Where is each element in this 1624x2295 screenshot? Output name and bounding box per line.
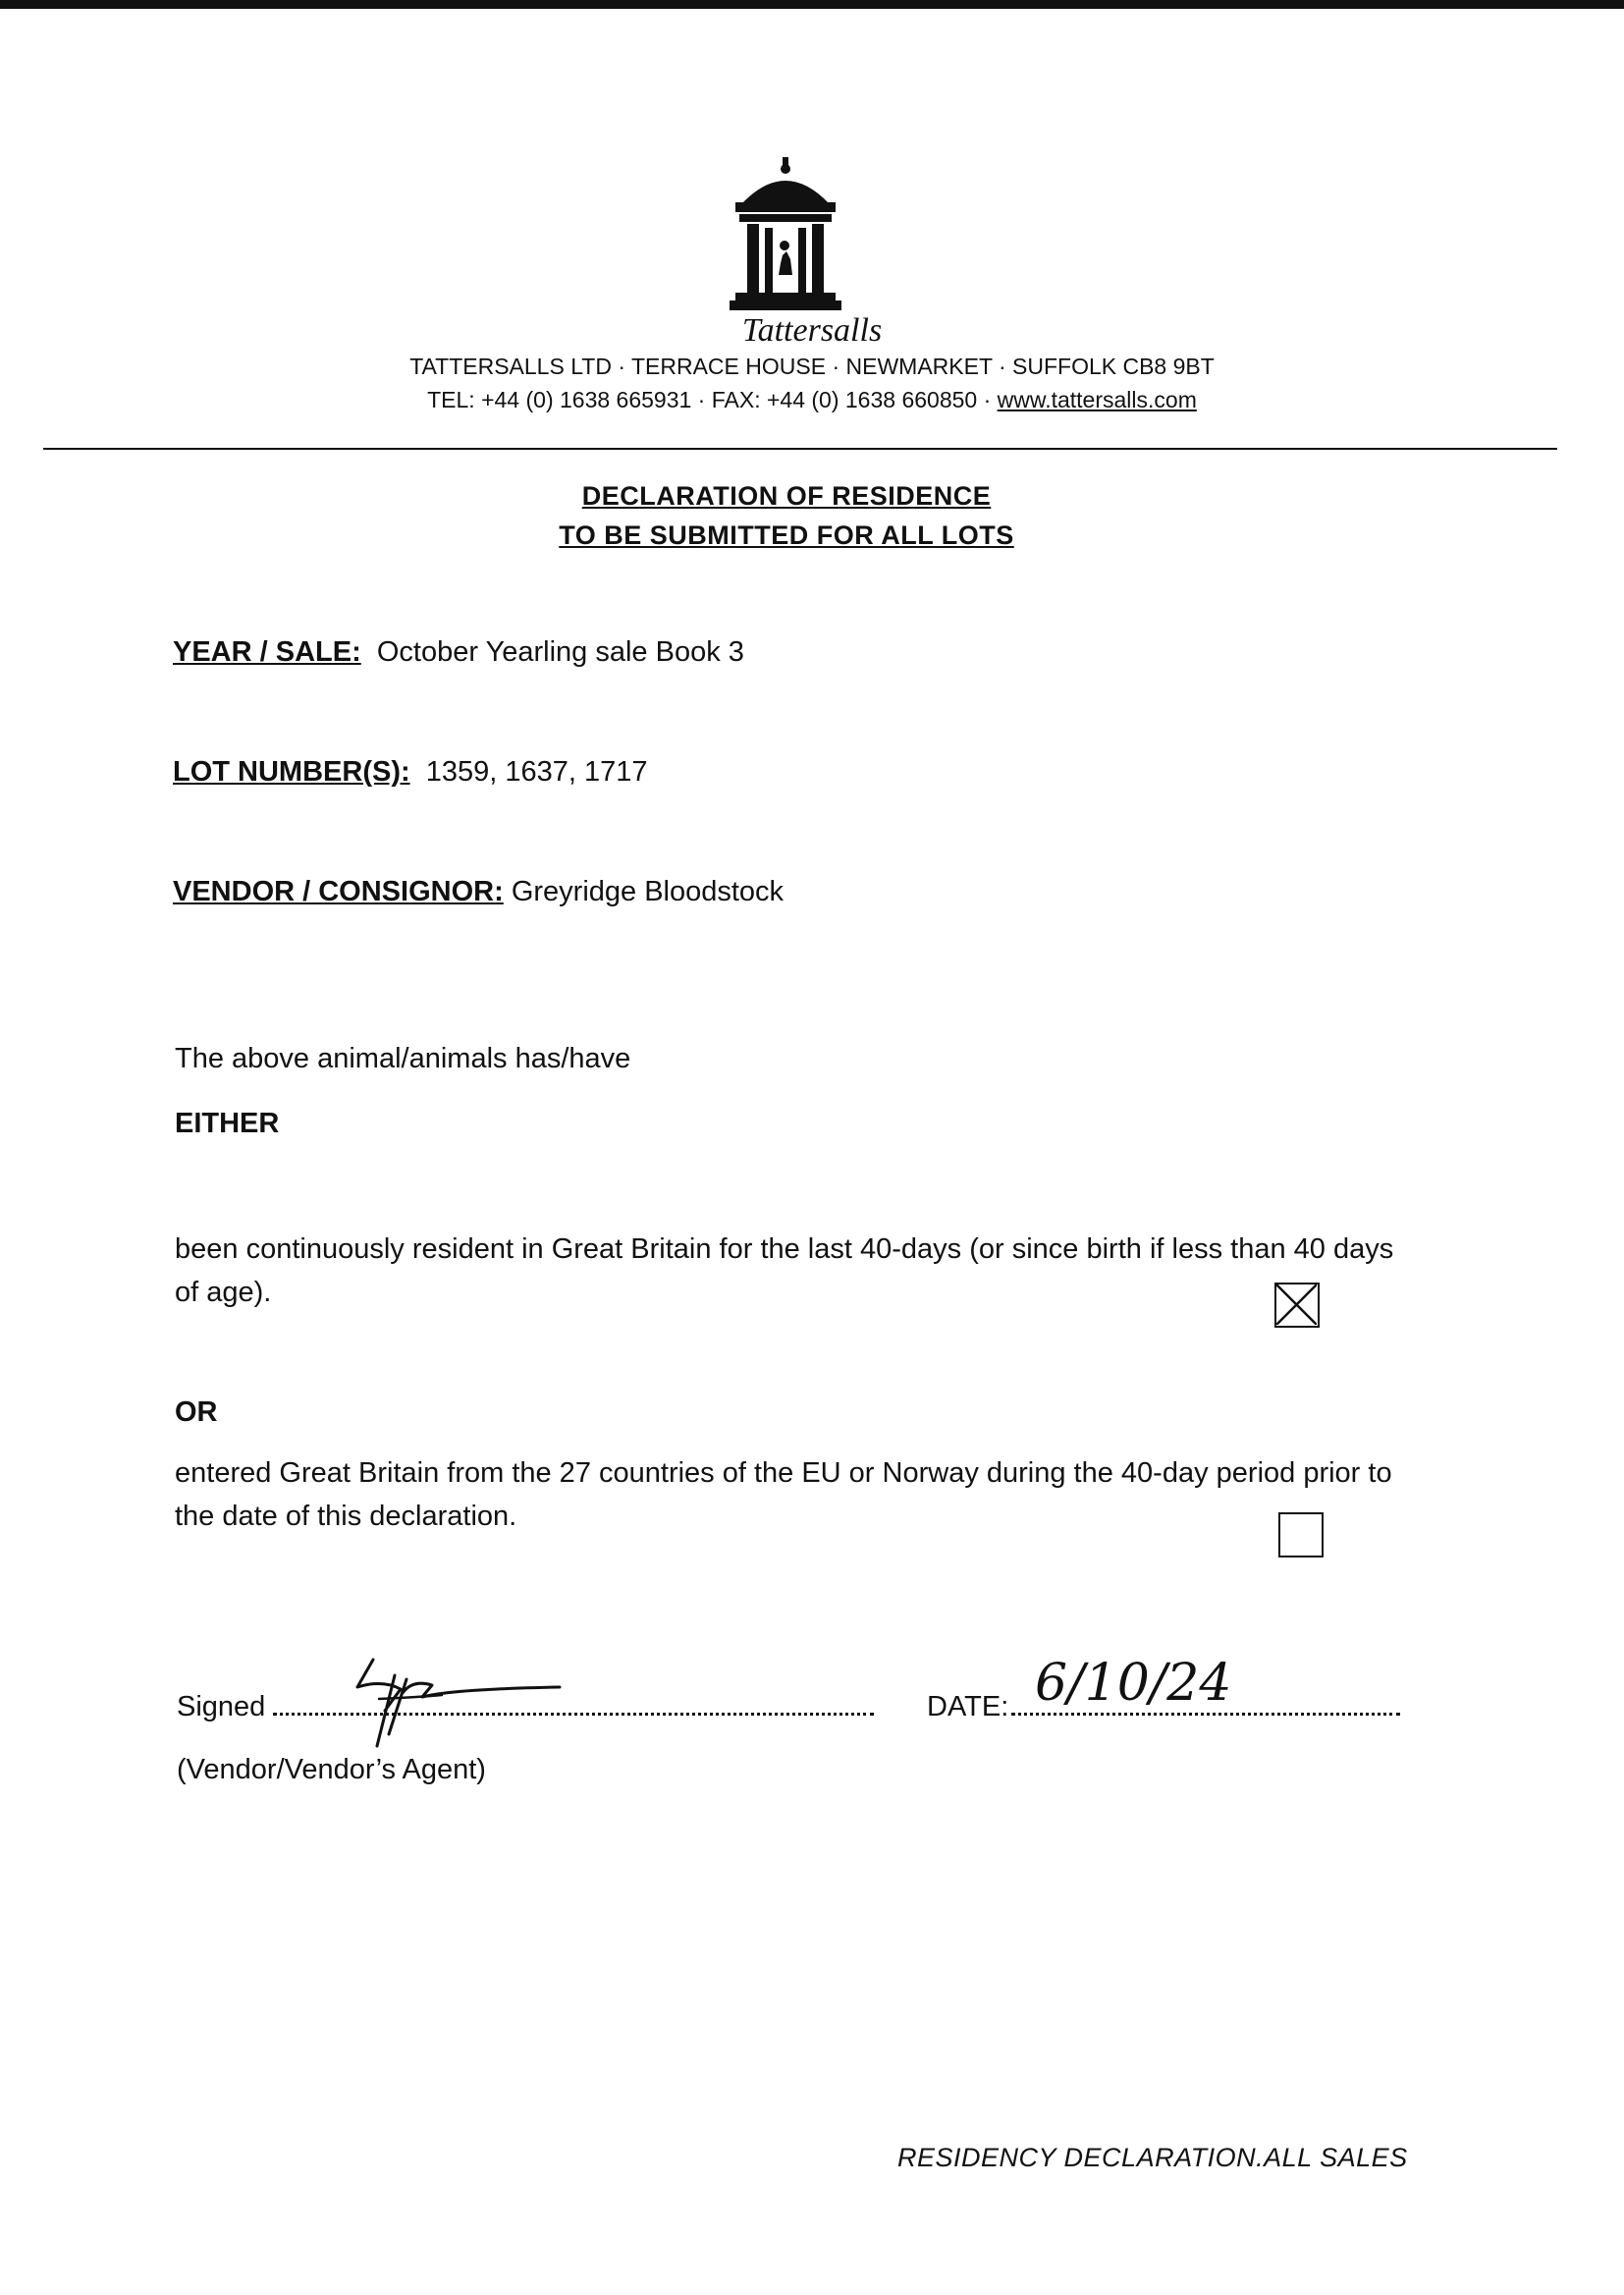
vendor-field — [173, 876, 784, 908]
intro-text: The above animal/animals has/have — [175, 1043, 631, 1074]
signer-role: (Vendor/Vendor’s Agent) — [177, 1754, 486, 1785]
year-sale-label: YEAR / SALE: — [173, 636, 361, 668]
date-label: DATE: — [927, 1691, 1009, 1722]
either-heading: EITHER — [175, 1108, 280, 1139]
document-subtitle: TO BE SUBMITTED FOR ALL LOTS — [559, 520, 1014, 550]
vendor-label: VENDOR / CONSIGNOR: — [173, 876, 504, 907]
date-line[interactable] — [1011, 1713, 1400, 1716]
or-heading: OR — [175, 1396, 218, 1428]
company-contact — [0, 387, 1624, 413]
signed-label: Signed — [177, 1691, 266, 1722]
lot-numbers-field — [173, 756, 648, 789]
company-address: TATTERSALLS LTD · TERRACE HOUSE · NEWMARKET · SUFFOLK CB8 9BT — [409, 354, 1215, 379]
form-reference-footer: RESIDENCY DECLARATION.ALL SALES — [897, 2143, 1408, 2172]
vendor-value: Greyridge Bloodstock — [511, 876, 785, 907]
tattersalls-rotunda-logo-icon — [722, 157, 849, 314]
lot-numbers-label: LOT NUMBER(S): — [173, 756, 410, 788]
year-sale-value: October Yearling sale Book 3 — [376, 636, 744, 668]
handwritten-signature — [344, 1650, 579, 1748]
website-link[interactable]: www.tattersalls.com — [997, 387, 1197, 412]
scan-top-edge — [0, 0, 1624, 9]
lot-numbers-value: 1359, 1637, 1717 — [425, 756, 648, 788]
option-resident-text: been continuously resident in Great Britain for the last 40-days (or since birth if less than 40 days of age). — [175, 1233, 1394, 1308]
year-sale-field — [173, 636, 744, 669]
brand-name: Tattersalls — [741, 312, 883, 349]
checked-x-icon — [1276, 1284, 1317, 1325]
document-title: DECLARATION OF RESIDENCE — [581, 481, 992, 511]
option-resident-checkbox[interactable] — [1274, 1283, 1320, 1328]
option-entered-text: entered Great Britain from the 27 countries of the EU or Norway during the 40-day period prior to the date of this declaration. — [175, 1457, 1392, 1532]
option-entered-checkbox[interactable] — [1278, 1512, 1324, 1557]
contact-numbers: TEL: +44 (0) 1638 665931 · FAX: +44 (0) 1638 660850 · — [427, 387, 998, 412]
handwritten-date: 6/10/24 — [1035, 1654, 1232, 1713]
header-divider — [43, 448, 1557, 450]
